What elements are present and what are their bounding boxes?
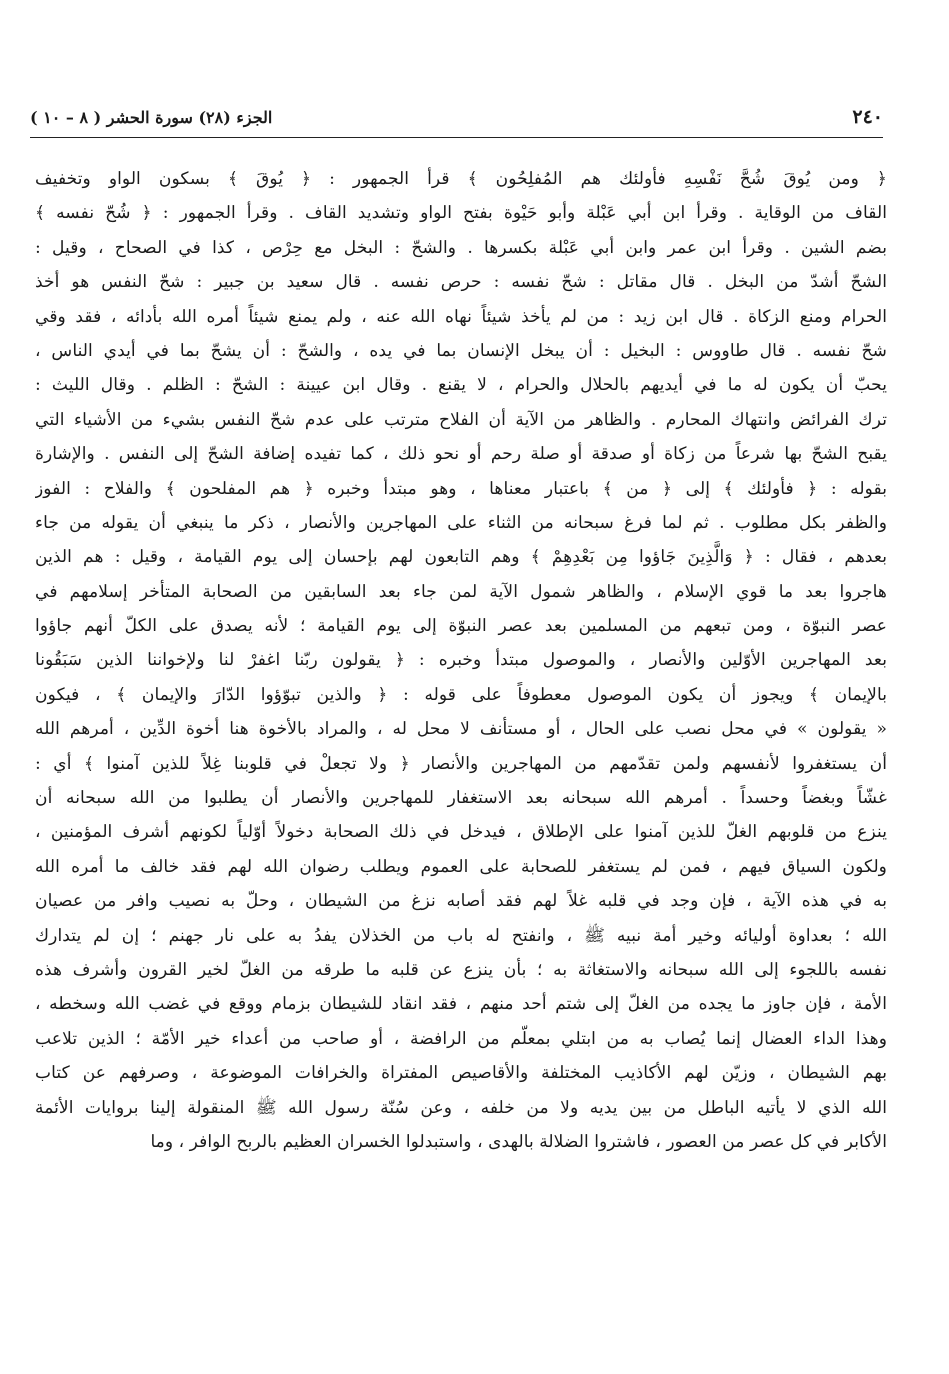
text-line: يحبّ أن يكون له ما في أيديهم بالحلال والحرام ، لا يقنع . وقال ابن عيينة : الشحّ : الظلم . وقال الليث : [35,375,887,396]
page-header [30,104,883,138]
text-line: الحرام ومنع الزكاة . قال ابن زيد : من لم يأخذ شيئاً نهاه الله عنه ، ولم يمنع شيئاً أمره الله بأدائه ، فقد وقي [35,306,887,327]
text-line: عصر النبوّة ، ومن تبعهم من المسلمين بعد عصر النبوّة إلى يوم القيامة ؛ لأنه يصدق على الكلّ أنهم جاؤوا [35,616,887,637]
text-line: القاف من الوقاية . وقرأ ابن أبي عَبْلة وأبو حَيْوة بفتح الواو وتشديد القاف . وقرأ الجمهور : ﴿ شُحّ نفسه ﴾ [35,203,887,224]
text-line: ينزع من قلوبهم الغلّ للذين آمنوا على الإطلاق ، فيدخل في ذلك الصحابة دخولاً أوّلياً لكونهم أشرف المؤمنين ، [35,822,887,843]
running-title: الجزء (٢٨) سورة الحشر ( ٨ – ١٠ ) [30,108,273,127]
text-line: وهذا الداء العضال إنما يُصاب به من ابتلي بمعلّم من الرافضة ، أو صاحب من أعداء خير الأمّة ؛ الذين تلاعب [35,1028,887,1049]
text-line: بهم الشيطان ، وزيّن لهم الأكاذيب المختلفة والأقاصيص المفتراة والخرافات الموضوعة ، وصرفهم عن كتاب [35,1063,887,1084]
header-rule [30,137,883,138]
text-line: أن يستغفروا لأنفسهم ولمن تقدّمهم من المهاجرين والأنصار ﴿ ولا تجعلْ في قلوبنا غِلاً للذين آمنوا ﴾ أي : [35,753,887,774]
text-line: « يقولون » في محل نصب على الحال ، أو مستأنف لا محل له ، والمراد بالأخوة هنا أخوة الدِّين ، أمرهم الله [35,719,887,740]
text-line: الله الذي لا يأتيه الباطل من بين يديه ولا من خلفه ، وعن سُنّة رسول الله ﷺ المنقولة إلينا بروايات الأئمة [35,1097,887,1118]
text-line: غشّاً وبغضاً وحسداً . أمرهم الله سبحانه بعد الاستغفار للمهاجرين والأنصار أن يطلبوا من الله سبحانه أن [35,788,887,809]
body-text [35,162,887,1159]
text-line: ولكون السياق فيهم ، فمن لم يستغفر للصحابة على العموم ويطلب رضوان الله لهم فقد خالف ما أمره الله [35,856,887,877]
text-line: الأمة ، فإن جاوز ما يجده من الغلّ إلى شتم أحد منهم ، فقد انقاد للشيطان بزمام ووقع في غضب الله وسخطه ، [35,994,887,1015]
text-line: الأكابر في كل عصر من العصور ، فاشتروا الضلالة بالهدى ، واستبدلوا الخسران العظيم بالربح الوافر ، وما [150,1131,887,1152]
text-line: ترك الفرائض وانتهاك المحارم . والظاهر من الآية أن الفلاح مترتب على عدم شحّ النفس بشيء من الأشياء التي [35,409,887,430]
text-line: والظفر بكل مطلوب . ثم لما فرغ سبحانه من الثناء على المهاجرين والأنصار ، ذكر ما ينبغي أن يقوله من جاء [35,512,887,533]
text-line: بالإيمان ﴾ ويجوز أن يكون الموصول معطوفاً على قوله : ﴿ والذين تبوّؤوا الدّارَ والإيمان ﴾ ، فيكون [35,684,887,705]
text-line: به في هذه الآية ، فإن وجد في قلبه غلاً لهم فقد أصابه نزغ من الشيطان ، وحلّ به نصيب وافر من عصيان [35,891,887,912]
page-number: ٢٤٠ [852,106,883,128]
text-line: بقوله : ﴿ فأولئك ﴾ إلى ﴿ من ﴾ باعتبار معناها ، وهو مبتدأ وخبره ﴿ هم المفلحون ﴾ والفلاح : الفوز [35,478,887,499]
text-line: بعدهم ، فقال : ﴿ وَالَّذِينَ جَاؤوا مِن بَعْدِهِمْ ﴾ وهم التابعون لهم بإحسان إلى يوم القيامة ، وقيل : هم الذين [35,547,887,568]
text-line: يقبح الشحّ بها شرعاً من زكاة أو صدقة أو صلة رحم أو نحو ذلك ، كما تفيده إضافة الشحّ إلى النفس . والإشارة [35,444,887,465]
text-line: بعد المهاجرين الأوّلين والأنصار ، والموصول مبتدأ وخبره : ﴿ يقولون ربّنا اغفرْ لنا ولإخواننا الذين سَبَقُونا [35,650,887,671]
text-line: نفسه باللجوء إلى الله سبحانه والاستغاثة به ؛ بأن ينزع عن قلبه ما طرقه من الغلّ لخير القرون وأشرف هذه [35,959,887,980]
text-line: الله ؛ بعداوة أوليائه وخير أمة نبيه ﷺ ، وانفتح له باب من الخذلان يفدُ به على نار جهنم ؛ إن لم يتدارك [35,925,887,946]
text-line: بضم الشين . وقرأ ابن عمر وابن أبي عَبْلة بكسرها . والشحّ : البخل مع حِرْص ، كذا في الصحاح ، وقيل : [35,237,887,258]
text-line: ﴿ ومن يُوقَ شُحَّ نَفْسِهِ فأولئك هم المُفلِحُون ﴾ قرأ الجمهور : ﴿ يُوقَ ﴾ بسكون الواو وتخفيف [35,169,887,189]
text-line: الشحّ أشدّ من البخل . قال مقاتل : شحّ نفسه : حرص نفسه . قال سعيد بن جبير : شحّ النفس هو أخذ [35,272,887,293]
text-line: هاجروا بعد ما قوي الإسلام ، والظاهر شمول الآية لمن جاء بعد السابقين من الصحابة المتأخر إسلامهم في [35,581,887,602]
text-line: شحّ نفسه . قال طاووس : البخيل : أن يبخل الإنسان بما في يده ، والشحّ : أن يشحّ بما في أيدي الناس ، [35,340,887,361]
